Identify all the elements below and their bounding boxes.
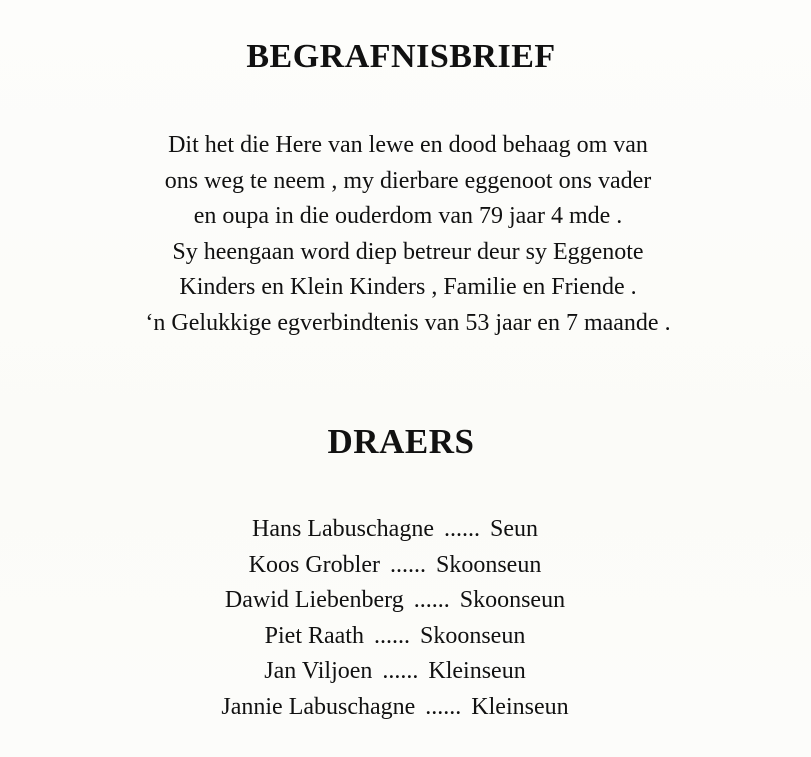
- paragraph-line: Sy heengaan word diep betreur deur sy Eggenote: [172, 238, 644, 265]
- bearers-heading: DRAERS: [327, 422, 475, 461]
- bearer-separator: ......: [382, 658, 419, 684]
- paragraph-line: ons weg te neem , my dierbare eggenoot ons vader: [164, 167, 652, 194]
- bearer-separator: ......: [373, 622, 410, 649]
- bearer-relation: Kleinseun: [428, 658, 526, 684]
- bearer-entry: [0, 583, 790, 619]
- bearer-name: Dawid Liebenberg: [224, 587, 404, 613]
- bearer-separator: ......: [425, 693, 462, 720]
- paragraph-line: ‘n Gelukkige egverbindtenis van 53 jaar en 7 maande .: [145, 309, 671, 336]
- paragraph-line: Kinders en Klein Kinders , Familie en Friende .: [179, 274, 637, 300]
- bearer-relation: Skoonseun: [435, 551, 542, 578]
- bearer-entry: [0, 512, 790, 548]
- bearer-name: Koos Grobler: [248, 551, 380, 578]
- bearers-list: [0, 512, 790, 725]
- paragraph-line: Dit het die Here van lewe en dood behaag om van: [168, 132, 648, 158]
- bearer-relation: Skoonseun: [419, 622, 526, 649]
- bearer-separator: ......: [389, 551, 426, 578]
- bearer-name: Hans Labuschagne: [252, 516, 434, 542]
- bearer-name: Jannie Labuschagne: [221, 693, 416, 720]
- bearer-entry: [0, 690, 790, 726]
- bearer-entry: [0, 654, 790, 690]
- paragraph-line: en oupa in die ouderdom van 79 jaar 4 mde .: [193, 203, 623, 229]
- bearer-entry: [0, 548, 790, 584]
- bearer-separator: ......: [443, 516, 480, 542]
- bearer-separator: ......: [413, 587, 450, 613]
- bearer-name: Jan Viljoen: [264, 658, 373, 684]
- bearer-relation: Skoonseun: [459, 587, 566, 613]
- document-title: BEGRAFNISBRIEF: [246, 38, 556, 75]
- bearer-relation: Kleinseun: [471, 693, 569, 720]
- bearer-entry: [0, 619, 790, 655]
- announcement-paragraph: [0, 128, 811, 341]
- bearer-name: Piet Raath: [264, 622, 364, 649]
- bearer-relation: Seun: [489, 516, 538, 542]
